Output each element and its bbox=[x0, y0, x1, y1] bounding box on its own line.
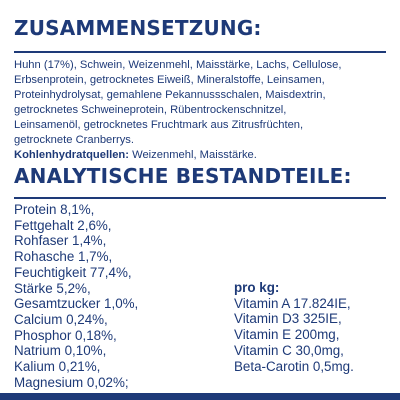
ingredients-line: Leinsamenöl, getrocknetes Fruchtmark aus Zitrusfrüchten, bbox=[14, 119, 304, 131]
vitamin-row-a: Vitamin A 17.824IE, bbox=[234, 295, 351, 311]
analysis-heading: ANALYTISCHE BESTANDTEILE: bbox=[14, 164, 352, 188]
vitamins-list bbox=[234, 280, 354, 374]
analysis-row-starch: Stärke 5,2%, bbox=[14, 280, 91, 296]
vitamin-row-e: Vitamin E 200mg, bbox=[234, 327, 340, 343]
ingredients-line: getrocknetes Schweineprotein, Rübentrockenschnitzel, bbox=[14, 104, 287, 116]
analysis-list bbox=[14, 202, 138, 390]
vitamin-row-d3: Vitamin D3 325IE, bbox=[234, 311, 342, 327]
analysis-row-fat: Fettgehalt 2,6%, bbox=[14, 217, 112, 233]
ingredients-line: Erbsenprotein, getrocknetes Eiweiß, Mineralstoffe, Leinsamen, bbox=[14, 74, 325, 86]
analysis-row-sugar: Gesamtzucker 1,0%, bbox=[14, 296, 139, 312]
analysis-row-potassium: Kalium 0,21%, bbox=[14, 359, 101, 375]
ingredients-text bbox=[14, 58, 394, 163]
vitamin-row-beta-carotene: Beta-Carotin 0,5mg. bbox=[234, 358, 354, 374]
composition-heading: ZUSAMMENSETZUNG: bbox=[14, 16, 262, 40]
ingredients-line: Proteinhydrolysat, gemahlene Pekannussschalen, Maisdextrin, bbox=[14, 89, 326, 101]
analysis-row-fiber: Rohfaser 1,4%, bbox=[14, 233, 107, 249]
analysis-divider bbox=[14, 197, 386, 199]
analysis-row-sodium: Natrium 0,10%, bbox=[14, 343, 107, 359]
carbohydrate-sources-value: Weizenmehl, Maisstärke. bbox=[129, 149, 257, 161]
analysis-row-phosphorus: Phosphor 0,18%, bbox=[14, 327, 117, 343]
footer-bar bbox=[0, 393, 400, 400]
analysis-row-magnesium: Magnesium 0,02%; bbox=[14, 374, 129, 390]
ingredients-line: Huhn (17%), Schwein, Weizenmehl, Maisstärke, Lachs, Cellulose, bbox=[14, 59, 342, 71]
analysis-row-calcium: Calcium 0,24%, bbox=[14, 311, 108, 327]
composition-divider bbox=[14, 51, 386, 53]
vitamin-row-c: Vitamin C 30,0mg, bbox=[234, 342, 344, 358]
carbohydrate-sources-label: Kohlenhydratquellen: bbox=[14, 149, 129, 161]
analysis-row-protein: Protein 8,1%, bbox=[14, 202, 95, 217]
analysis-row-moisture: Feuchtigkeit 77,4%, bbox=[14, 264, 132, 280]
vitamins-heading: pro kg: bbox=[234, 280, 280, 295]
analysis-row-ash: Rohasche 1,7%, bbox=[14, 249, 113, 265]
carbohydrate-sources bbox=[14, 148, 394, 163]
ingredients-line: getrocknete Cranberrys. bbox=[14, 134, 135, 146]
